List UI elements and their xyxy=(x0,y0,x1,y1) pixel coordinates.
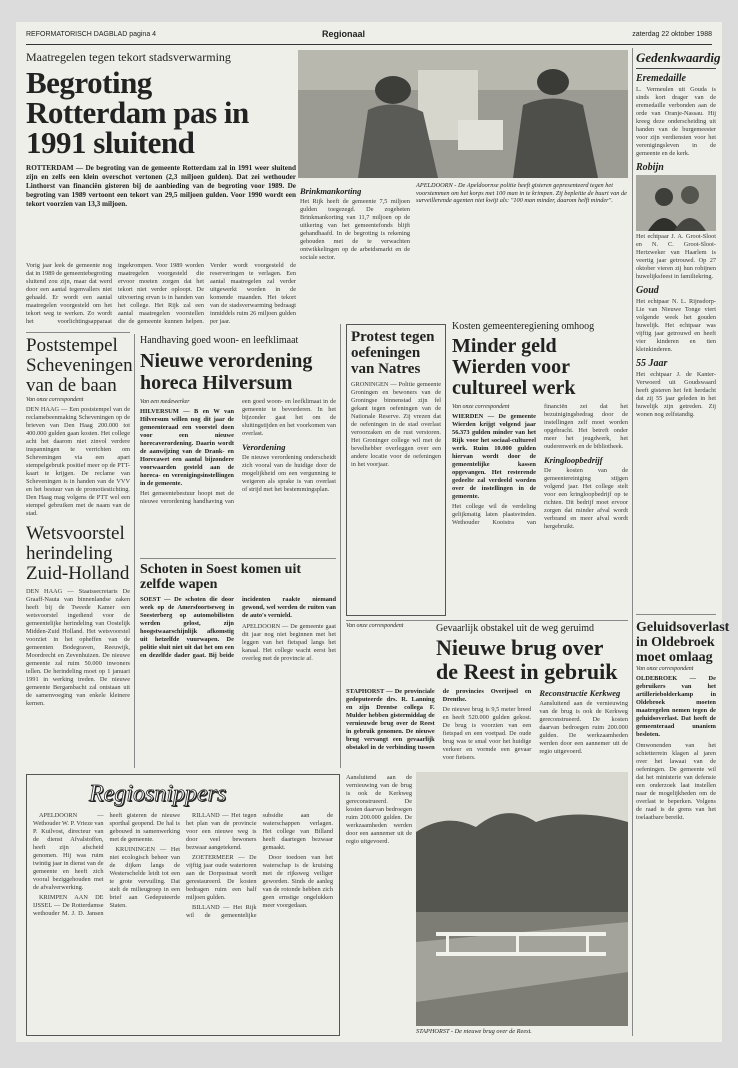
staphorst-body: De nieuwe brug is 9,5 meter breed en heeft 520.000 gulden gekost. De brug is voorzien van een fietspad en een voetpad. De oude brug was te smal voor het huidige verkeer en vormde een gevaar voor fietsers. xyxy=(442,706,532,761)
staphorst-byline: Van onze correspondent xyxy=(346,623,404,629)
police-caption: APELDOORN - De Apeldoornse politie heeft gisteren gepresenteerd tegen het voorstemmen om het korps met 100 man in te krimpen. Zij bepleitte de buurt van de surveillerende agenten niet kwijt als: "100 man minder, daarom helft minder". xyxy=(416,182,627,204)
hilversum-body: Het gemeentebestuur hoopt met de nieuwe verordening handhaving van een goed woon- en leefklimaat in de gemeente te bevorderen. In het bijzonder gaat het om de sluitingstijden en het voorkomen van overlast. xyxy=(140,398,336,505)
staphorst-kicker: Gevaarlijk obstakel uit de weg geruimd xyxy=(436,623,595,634)
list-item: Door toedoen van het waterschap is de kruising met de rijksweg veiliger geworden. Sinds de aanleg van de rotonde hebben zich geen ernstige ongelukken meer voorgedaan. xyxy=(262,854,333,909)
sidebar xyxy=(636,50,721,610)
wetsvoorstel-article xyxy=(26,524,130,768)
oldebroek-lead: OLDEBROEK — De gebruikers van het artilleriebolderkamp in Oldebroek moeten maatregelen nemen tegen de geluidsoverlast. Dat heeft de gemeenteraad unaniem besloten. xyxy=(636,675,716,738)
wierden-body2: De kosten van de gemeentereiniging stijgen volgend jaar. Het college stelt voor een kringloopbedrijf op te richten. Dit bedrijf moet ervoor zorgen dat minder afval wordt verbrand en meer afval wordt hergebruikt. xyxy=(544,467,628,530)
main-continuation xyxy=(300,182,410,328)
header-paper-name: REFORMATORISCH DAGBLAD pagina 4 xyxy=(26,31,157,38)
main-body2: Het Rijk heeft de gemeente 7,5 miljoen gulden toegezegd. De zogeheten Brinkmankorting van 11,7 miljoen op de uitkering van het gemeentefonds blijft gehandhaafd. In de begroting is rekening gehouden met de te verwachten ontwikkelingen op de arbeidsmarkt en de sociale sector. xyxy=(300,198,410,261)
oldebroek-body: Omwonenden van het schietterrein klagen al jaren over het lawaai van de oefeningen. De gemeente wil dat het ministerie van defensie een onderzoek laat instellen naar de mogelijkheden om de overlast te beperken. Volgens de raad is de grens van het toelaatbare bereikt. xyxy=(636,742,716,821)
wierden-sub: Kringloopbedrijf xyxy=(544,455,603,465)
page-header xyxy=(26,28,712,45)
header-date: zaterdag 22 oktober 1988 xyxy=(632,31,712,38)
staphorst-columns xyxy=(346,688,628,762)
police-photo-image xyxy=(298,50,628,178)
natres-article xyxy=(346,324,446,616)
wetsvoorstel-headline: Wetsvoorstel herindeling Zuid-Holland xyxy=(26,523,130,584)
sidebar-rule xyxy=(632,48,633,1036)
column-rule xyxy=(340,324,341,768)
oldebroek-article xyxy=(636,620,730,1036)
sidebar-section-eremedaille xyxy=(636,73,716,158)
sidebar-section-robijn xyxy=(636,162,716,281)
main-body: Vorig jaar leek de gemeente nog dat in 1989 de gemeentebegroting sluitend zou zijn, maar dat werd door een aantal tegenvallers niet gehaald. Er wordt een aantal maatregelen voorgesteld om het tekort weg te werken. Zo wordt het voorlichtingsapparaat ingekrompen. Voor 1989 worden maatregelen voorgesteld die ervoor moeten zorgen dat het tekort niet verder oploopt. De uitvoering ervan is in handen van het college. Het Rijk zal een aantal maatregelen voorstellen die de gemeente kunnen helpen. Verder wordt voorgesteld de reserveringen te verlagen. Een aantal maatregelen zal verder uitgewerkt worden in de komende maanden. Het tekort van de stadsverwarming bedraagt inmiddels ruim 26 miljoen gulden per jaar. xyxy=(26,262,296,325)
hilversum-article xyxy=(140,334,336,556)
main-headline: Begroting Rotterdam pas in 1991 sluitend xyxy=(26,65,249,160)
hilversum-byline: Van een medewerker xyxy=(140,399,190,405)
staphorst-body2: Aansluitend aan de vernieuwing van de brug is ook de Kerkweg gereconstrueerd. De kosten daarvan bedroegen ruim 200.000 gulden. De werkzaamheden werden door een aannemer uit de regio uitgevoerd. xyxy=(539,700,628,755)
hilversum-sub: Verordening xyxy=(242,442,286,452)
sidebar-text: Het echtpaar N. L. Rijnsdorp-Lie van Nieuwe Tonge viert volgende week het gouden huwelijk. Het echtpaar was vijftig jaar getrouwd en heeft vier kinderen en tien kleinkinderen. xyxy=(636,298,716,353)
main-kicker: Maatregelen tegen tekort stadsverwarming xyxy=(26,50,231,64)
list-item: RILLAND — Het tegen het plan van de provincie voor een nieuwe weg is door veel bewoners bezwaar aangetekend. xyxy=(186,812,257,851)
sidebar-section-goud xyxy=(636,285,716,354)
bridge-photo-image xyxy=(416,772,628,1026)
sidebar-divider xyxy=(636,614,716,615)
oldebroek-byline: Van onze correspondent xyxy=(636,666,694,672)
hilversum-body2: De nieuwe verordening onderscheidt zich vooral van de huidige door de mogelijkheid om een vergunning te weigeren als sprake is van overlast of strijd met het bestemmingsplan. xyxy=(242,454,336,493)
natres-body: GRONINGEN — Politie gemeente Groningen en bewoners van de Groningse binnenstad zijn fel gekant tegen oefeningen van de Nationale Reserve. Zij vrezen dat de oefeningen in de stad overlast veroorzaken en de rust verstoren. Het Groninger college wil met de bevelhebber overleggen over een andere locatie voor de oefeningen in het voorjaar. xyxy=(351,381,441,468)
poststempel-headline: Poststempel Scheveningen van de baan xyxy=(26,335,133,396)
sidebar-section-55jaar xyxy=(636,358,716,419)
sidebar-heading: Eremedaille xyxy=(636,73,686,84)
bridge-photo xyxy=(416,772,628,1026)
regiosnippers-box xyxy=(26,774,340,1036)
oldebroek-headline: Geluidsoverlast in Oldebroek moet omlaag xyxy=(636,620,730,665)
hilversum-columns xyxy=(140,398,336,506)
hilversum-lead: HILVERSUM — B en W van Hilversum willen nog dit jaar de gemeenteraad een voorstel doen voor een nieuwe horecaverordening. Daarin wordt de aanwijzing van de Drank- en Horecawet een aantal bijzondere voorwaarden gesteld aan de horeca- en verenigingsinstellingen in de gemeente. xyxy=(140,408,234,487)
natres-headline: Protest tegen oefeningen van Natres xyxy=(351,329,435,377)
soest-article xyxy=(140,562,336,768)
couple-photo xyxy=(636,175,716,231)
header-section: Regionaal xyxy=(322,29,366,39)
soest-headline: Schoten in Soest komen uit zelfde wapen xyxy=(140,562,302,592)
poststempel-body: DEN HAAG — Een poststempel van de reclamebeenmaking Scheveningen op de brieven van Den Haag 200.000 tot 400.000 gulden gaan kosten. Het college acht het daarom niet zinvol verdere inspanningen te verrichten om Scheveningen via een apart stempelgebruik positief meer op de PTT-kaart te krijgen. De reclame van Scheveningen is in handen van de VVV en het bestuur van de promotiestichting. Den Haag mag volgens de PTT wel een stempel gebruiken met de naam van de stad. xyxy=(26,406,130,517)
list-item: ZOETERMEER — De vijftig jaar oude watertoren aan de Dorpsstraat wordt gerestaureerd. De kosten bedragen ruim een half miljoen gulden. xyxy=(186,854,257,901)
hilversum-headline: Nieuwe verordening horeca Hilversum xyxy=(140,350,313,394)
list-item: KRUININGEN — Het niet ecologisch beheer van de dijken langs de Westerschelde leidt tot een te grote vervuiling. Dat stelt de milieugroep in een brief aan Gedeputeerde Staten. xyxy=(109,846,180,909)
hilversum-kicker: Handhaving goed woon- en leefklimaat xyxy=(140,335,299,346)
wierden-kicker: Kosten gemeenteregiening omhoog xyxy=(452,321,595,332)
staphorst-sub: Reconstructie Kerkweg xyxy=(539,688,621,698)
wierden-lead: WIERDEN — De gemeente Wierden krijgt volgend jaar 56.373 gulden minder van het Rijk voor het sociaal-cultureel werk. Ruim 10.000 gulden hiervan wordt door de gemeentelijke kassen opgevangen. Het resterende gedeelte zal verdeeld worden over de instellingen in de gemeente. xyxy=(452,413,536,500)
sidebar-text: Het echtpaar J. de Kanter-Verwoerd uit Goudswaard heeft gisteren het feit herdacht dat zij 55 jaar geleden in het huwelijk zijn getreden. Zij wonen nog zelfstandig. xyxy=(636,371,716,418)
soest-body: SOEST — De schoten die door week op de Amersfoortseweg in Soesterberg op automobilisten werden gelost, zijn hoogstwaarschijnlijk afkomstig uit hetzelfde vuurwapen. De politie sluit niet uit dat het om een en dezelfde dader gaat. Bij beide incidenten raakte niemand gewond, wel werden de ruiten van de auto's vernield. xyxy=(140,596,336,659)
staphorst-continuation: Aansluitend aan de vernieuwing van de brug is ook de Kerkweg gereconstrueerd. De kosten daarvan bedroegen ruim 200.000 gulden. De werkzaamheden werden door een aannemer uit de regio uitgevoerd. xyxy=(346,774,412,845)
sidebar-heading: Goud xyxy=(636,285,659,296)
wierden-body: Het college wil de verdeling gelijkmatig laten plaatsvinden. Wethouder Kooistra van financiën zei dat het bezuinigingsbedrag door de instellingen zelf moet worden opgebracht. Het betreft onder meer het jeugdwerk, het ouderenwerk en de bibliotheek. xyxy=(452,403,628,526)
bridge-caption: STAPHORST - De nieuwe brug over de Reest. xyxy=(416,1028,532,1035)
regiosnippers-title: Regiosnippers xyxy=(89,781,227,807)
staphorst-lead: STAPHORST — De provinciale gedeputeerde drs. R. Lanning en zijn Drentse collega F. Mulder hebben gistermiddag de vernieuwde brug over de Reest in gebruik genomen. De nieuwe brug vervangt een gevaarlijk obstakel in de verbinding tussen de provincies Overijssel en Drenthe. xyxy=(346,688,532,751)
sidebar-title: Gedenkwaardig xyxy=(636,50,716,69)
main-article xyxy=(26,50,296,209)
wierden-headline: Minder geld Wierden voor cultureel werk xyxy=(452,335,576,399)
poststempel-byline: Van onze correspondent xyxy=(26,397,84,403)
staphorst-headline: Nieuwe brug over de Reest in gebruik xyxy=(436,635,618,684)
wierden-columns xyxy=(452,403,628,531)
sidebar-heading: Robijn xyxy=(636,162,664,173)
sidebar-text: Het echtpaar J. A. Groot-Sloot en N. C. Groot-Sloot-Hertzweker van Haarlem is veertig jaar getrouwd. Op 27 oktober vieren zij hun robijnen huwelijksfeest in familiekring. xyxy=(636,233,716,280)
column-rule xyxy=(134,334,135,768)
wetsvoorstel-body: DEN HAAG — Staatssecretaris De Graaff-Nauta van binnenlandse zaken heeft bij de Tweede Kamer een wetsvoorstel ingediend voor de gemeentelijke herindeling van Oostelijk Midden-Zuid Holland. Het wetsvoorstel voorziet in het opheffen van de gemeenten Bodegraven, Reeuwijk, Moordrecht en Zevenhuizen. De nieuwe gemeente zal ruim 50.000 inwoners tellen. De herindeling moet op 1 januari 1991 in werking treden. De nieuwe gemeente Bergambacht zal ontstaan uit de samenvoeging van enkele kleinere kernen. xyxy=(26,588,130,707)
main-sub: Brinkmankorting xyxy=(300,186,362,196)
list-item: APELDOORN — Wethouder W. P. Vrieze van P. Kuilvost, directeur van de dienst Afvalstoffen, heeft zijn afscheid genomen. Hij was ruim twintig jaar in dienst van de gemeente en heeft zich vooral beziggehouden met de afvalverwerking. xyxy=(33,812,104,891)
list-item: BILLAND — Het Rijk wil de gemeentelijke subsidie aan de waterschappen verlagen. Het college van Billand heeft daartegen bezwaar gemaakt. xyxy=(186,812,333,919)
couple-photo-image xyxy=(636,175,716,231)
poststempel-article xyxy=(26,335,133,520)
divider xyxy=(346,620,628,621)
wierden-byline: Van onze correspondent xyxy=(452,404,510,410)
soest-body2: APELDOORN — De gemeente gaat dit jaar nog niet beginnen met het leggen van het fietspad langs het kanaal. Het college wacht eerst het overleg met de provincie af. xyxy=(242,623,336,662)
regiosnippers-columns xyxy=(33,812,333,1026)
wierden-article xyxy=(452,320,628,616)
sidebar-heading: 55 Jaar xyxy=(636,358,668,369)
main-lead: ROTTERDAM — De begroting van de gemeente Rotterdam zal in 1991 weer sluitend zijn en zelfs een klein overschot vertonen (2,3 miljoen gulden). Dat zei wethouder Linthorst van financiën gisteren bij de aanbieding van de begroting voor 1989. De begroting van 1989 vertoont een tekort van 29,5 miljoen gulden. Voor 1990 wordt een tekort voorzien van 13,3 miljoen. xyxy=(26,164,296,208)
list-item: KRIMPEN AAN DE IJSSEL — De Rotterdamse wethouder M. J. D. Jansen heeft gisteren de nieuwe sporthal geopend. De hal is gebouwd in samenwerking met de gemeente. xyxy=(33,812,180,917)
sidebar-text: L. Vermeulen uit Gouda is sinds kort drager van de eremedaille verbonden aan de orde van Oranje-Nassau. Hij kreeg deze onderscheiding uit handen van de burgemeester voor zijn verdiensten voor het verenigingsleven in de gemeente en de kerk. xyxy=(636,86,716,157)
newspaper-page xyxy=(16,22,730,1042)
divider xyxy=(140,558,336,559)
staphorst-article xyxy=(346,622,628,768)
soest-columns xyxy=(140,596,336,663)
divider xyxy=(26,332,130,333)
police-photo xyxy=(298,50,628,178)
